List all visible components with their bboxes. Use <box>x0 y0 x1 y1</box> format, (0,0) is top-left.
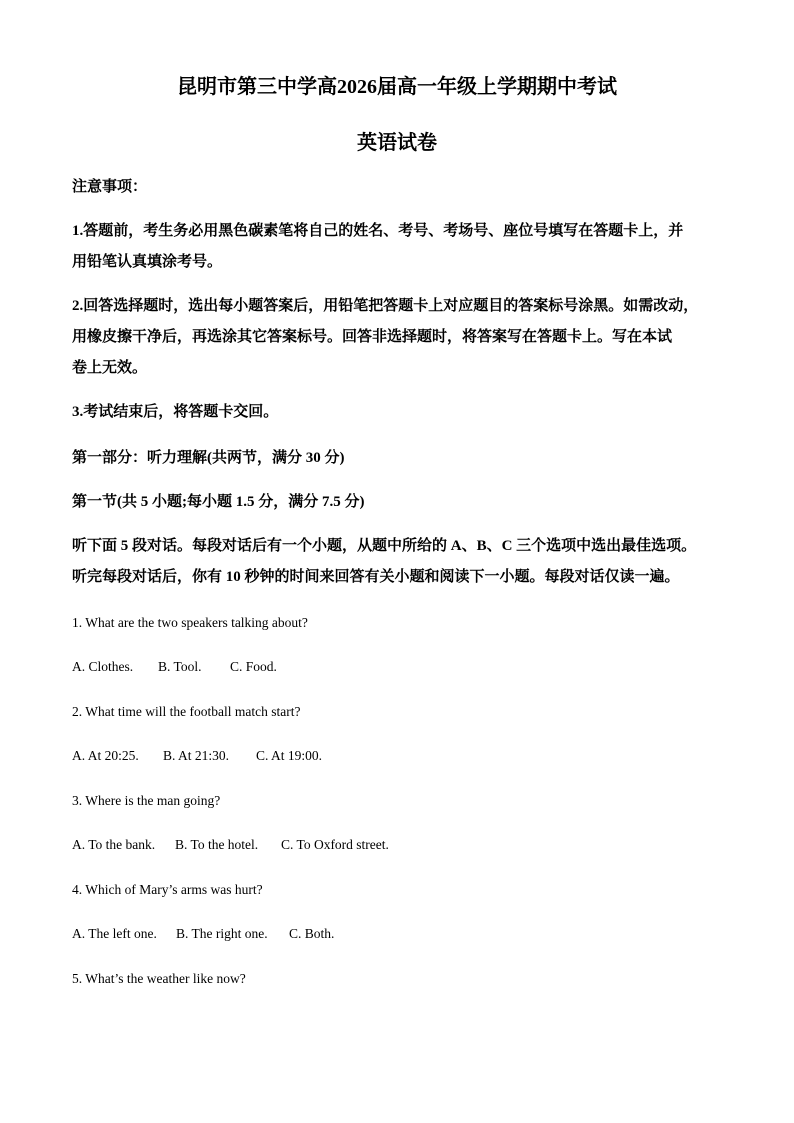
question-stem: 1. What are the two speakers talking about? <box>72 615 308 630</box>
notice-item-1-line-2: 用铅笔认真填涂考号。 <box>72 254 223 270</box>
question-options <box>72 659 277 675</box>
notice-item-2-line-3: 卷上无效。 <box>72 360 148 376</box>
option-c: C. At 19:00. <box>256 748 323 763</box>
option-b: B. At 21:30. <box>163 748 230 763</box>
instructions-line-2: 听完每段对话后，你有 10 秒钟的时间来回答有关小题和阅读下一小题。每段对话仅读一遍。 <box>72 569 680 585</box>
notice-item-3-line-1: 3.考试结束后，将答题卡交回。 <box>72 404 279 420</box>
section-heading: 第一节(共 5 小题;每小题 1.5 分，满分 7.5 分) <box>72 494 365 510</box>
question-stem: 2. What time will the football match start? <box>72 704 301 719</box>
question-stem: 4. Which of Mary’s arms was hurt? <box>72 882 263 897</box>
question-options <box>72 748 322 764</box>
notice-item-1-line-1: 1.答题前，考生务必用黑色碳素笔将自己的姓名、考号、考场号、座位号填写在答题卡上，并 <box>72 223 684 239</box>
option-b: B. Tool. <box>158 659 202 674</box>
option-b: B. To the hotel. <box>175 837 259 852</box>
notice-heading: 注意事项： <box>72 179 148 195</box>
exam-subtitle: 英语试卷 <box>357 132 437 154</box>
option-c: C. To Oxford street. <box>281 837 389 852</box>
question-stem: 5. What’s the weather like now? <box>72 971 246 986</box>
option-a: A. At 20:25. <box>72 748 139 763</box>
notice-item-2-line-2: 用橡皮擦干净后，再选涂其它答案标号。回答非选择题时，将答案写在答题卡上。写在本试 <box>72 329 673 345</box>
option-a: A. To the bank. <box>72 837 156 852</box>
option-a: A. Clothes. <box>72 659 134 674</box>
option-c: C. Both. <box>289 926 335 941</box>
option-a: A. The left one. <box>72 926 157 941</box>
notice-item-2-line-1: 2.回答选择题时，选出每小题答案后，用铅笔把答题卡上对应题目的答案标号涂黑。如需改动， <box>72 298 699 314</box>
question-stem: 3. Where is the man going? <box>72 793 221 808</box>
exam-title: 昆明市第三中学高2026届高一年级上学期期中考试 <box>177 76 617 98</box>
option-c: C. Food. <box>230 659 277 674</box>
option-b: B. The right one. <box>176 926 268 941</box>
question-options <box>72 926 334 942</box>
part-heading: 第一部分：听力理解(共两节，满分 30 分) <box>72 450 345 466</box>
question-options <box>72 837 389 853</box>
instructions-line-1: 听下面 5 段对话。每段对话后有一个小题，从题中所给的 A、B、C 三个选项中选出最佳选项。 <box>72 538 697 554</box>
